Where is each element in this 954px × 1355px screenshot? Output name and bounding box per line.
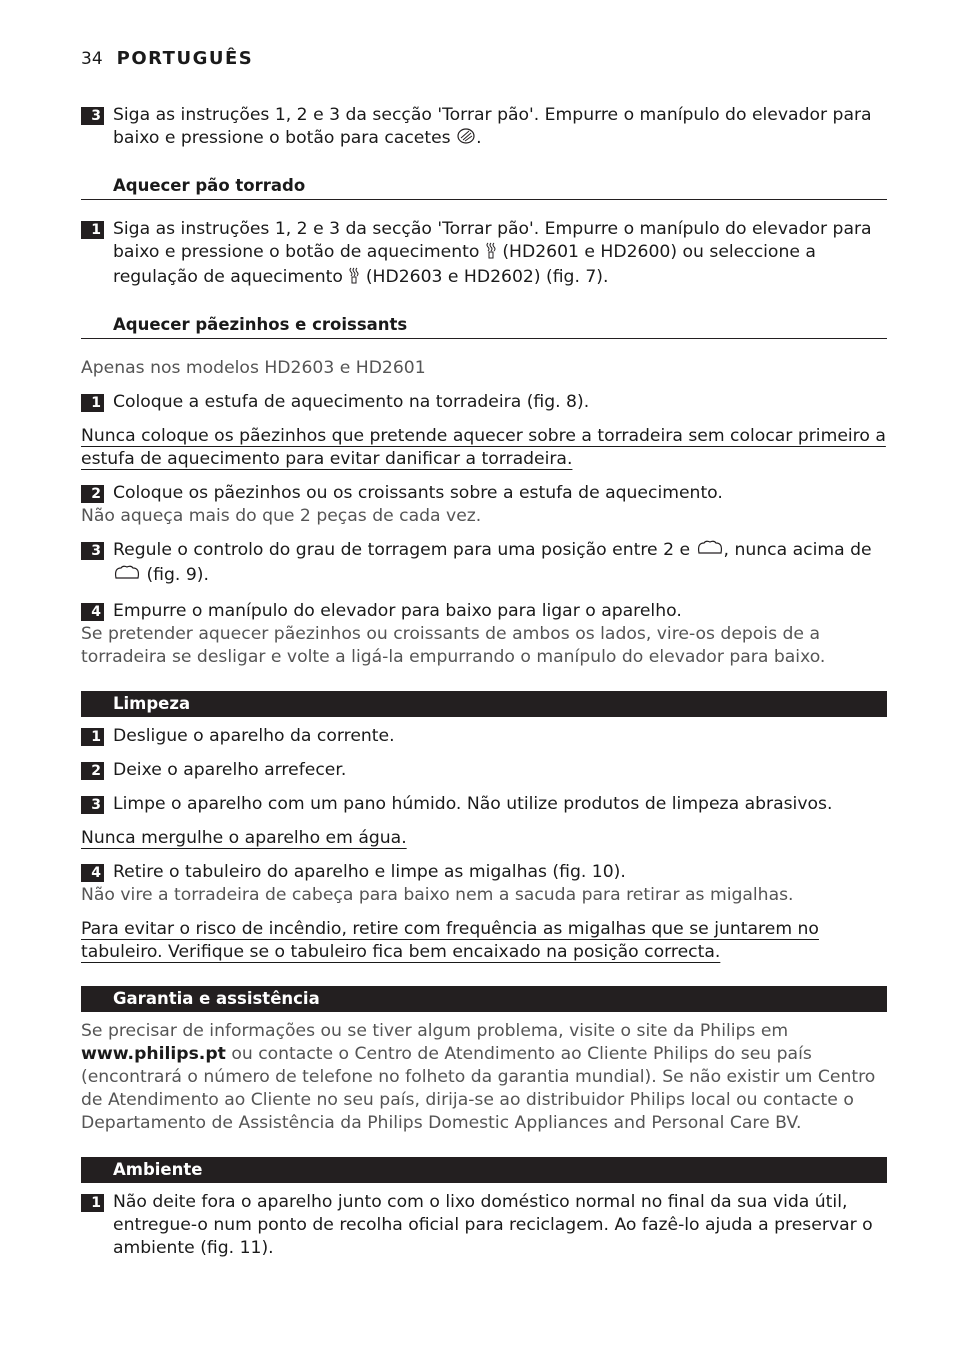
reheat-icon xyxy=(485,241,497,266)
note-pieces: Não aqueça mais do que 2 peças de cada vez. xyxy=(81,506,482,526)
page-number: 34 xyxy=(81,49,103,69)
reheat-icon xyxy=(348,266,360,291)
baguette-button-icon xyxy=(456,127,476,152)
step-place-rack: 1 Coloque a estufa de aquecimento na torradeira (fig. 8). xyxy=(81,391,887,414)
toast-shade-icon xyxy=(696,539,724,564)
step-baguette: 3 Siga as instruções 1, 2 e 3 da secção 'Torrar pão'. Empurre o manípulo do elevador para baixo e pressione o botão para cacetes . xyxy=(81,104,887,152)
warning-fire: Para evitar o risco de incêndio, retire com frequência as migalhas que se juntarem no tabuleiro. Verifique se o tabuleiro fica bem encaixado na posição correcta. xyxy=(81,919,819,962)
step-number: 3 xyxy=(81,796,104,814)
philips-website-link[interactable]: www.philips.pt xyxy=(81,1044,226,1064)
heading-environment: Ambiente xyxy=(81,1157,887,1183)
step-number: 2 xyxy=(81,762,104,780)
step-reheat: 1 Siga as instruções 1, 2 e 3 da secção 'Torrar pão'. Empurre o manípulo do elevador para baixo e pressione o botão de aquecimento (HD2601 e HD2600) ou seleccione a regulação de aquecimento (HD2603 e HD2602) (fig. 7). xyxy=(81,218,887,291)
step-number: 4 xyxy=(81,864,104,882)
step-number: 3 xyxy=(81,542,104,560)
models-note: Apenas nos modelos HD2603 e HD2601 xyxy=(81,358,426,378)
step-number: 1 xyxy=(81,221,104,239)
step-place-rolls: 2 Coloque os pãezinhos ou os croissants sobre a estufa de aquecimento. xyxy=(81,482,887,505)
note-no-shake: Não vire a torradeira de cabeça para baixo nem a sacuda para retirar as migalhas. xyxy=(81,885,794,905)
step-number: 1 xyxy=(81,728,104,746)
note-both-sides: Se pretender aquecer pãezinhos ou croissants de ambos os lados, vire-os depois de a torradeira se desligar e volte a ligá-la empurrando o manípulo do elevador para baixo. xyxy=(81,624,826,667)
guarantee-paragraph: Se precisar de informações ou se tiver algum problema, visite o site da Philips em www.philips.pt ou contacte o Centro de Atendimento ao Cliente Philips do seu país (encontrará o número de telefone no folheto da garantia mundial). Se não existir um Centro de Atendimento ao Cliente no seu país, dirija-se ao distribuidor Philips local ou contacte o Departamento de Assistência da Philips Domestic Appliances and Personal Care BV. xyxy=(81,1021,876,1133)
warning-rack: Nunca coloque os pãezinhos que pretende aquecer sobre a torradeira sem colocar primeiro a estufa de aquecimento para evitar danificar a torradeira. xyxy=(81,426,886,469)
step-number: 1 xyxy=(81,394,104,412)
heading-reheat-rolls: Aquecer pãezinhos e croissants xyxy=(81,314,887,339)
warning-immerse: Nunca mergulhe o aparelho em água. xyxy=(81,828,407,848)
step-cool-down: 2 Deixe o aparelho arrefecer. xyxy=(81,759,887,782)
step-number: 2 xyxy=(81,485,104,503)
step-browning-control: 3 Regule o controlo do grau de torragem para uma posição entre 2 e , nunca acima de (fig. 9). xyxy=(81,539,887,589)
page-content xyxy=(81,104,887,1260)
heading-reheat-toast: Aquecer pão torrado xyxy=(81,175,887,200)
step-recycle: 1 Não deite fora o aparelho junto com o lixo doméstico normal no final da sua vida útil, entregue-o num ponto de recolha oficial para reciclagem. Ao fazê-lo ajuda a preservar o ambiente (fig. 11). xyxy=(81,1191,887,1260)
step-number: 3 xyxy=(81,107,104,125)
step-number: 4 xyxy=(81,603,104,621)
step-switch-on: 4 Empurre o manípulo do elevador para baixo para ligar o aparelho. xyxy=(81,600,887,623)
heading-cleaning: Limpeza xyxy=(81,691,887,717)
page-header xyxy=(81,48,253,69)
heading-guarantee: Garantia e assistência xyxy=(81,986,887,1012)
step-unplug: 1 Desligue o aparelho da corrente. xyxy=(81,725,887,748)
language-title: PORTUGUÊS xyxy=(116,48,254,69)
toast-shade-icon xyxy=(113,564,141,589)
step-wipe: 3 Limpe o aparelho com um pano húmido. Não utilize produtos de limpeza abrasivos. xyxy=(81,793,887,816)
step-number: 1 xyxy=(81,1194,104,1212)
step-crumb-tray: 4 Retire o tabuleiro do aparelho e limpe as migalhas (fig. 10). xyxy=(81,861,887,884)
